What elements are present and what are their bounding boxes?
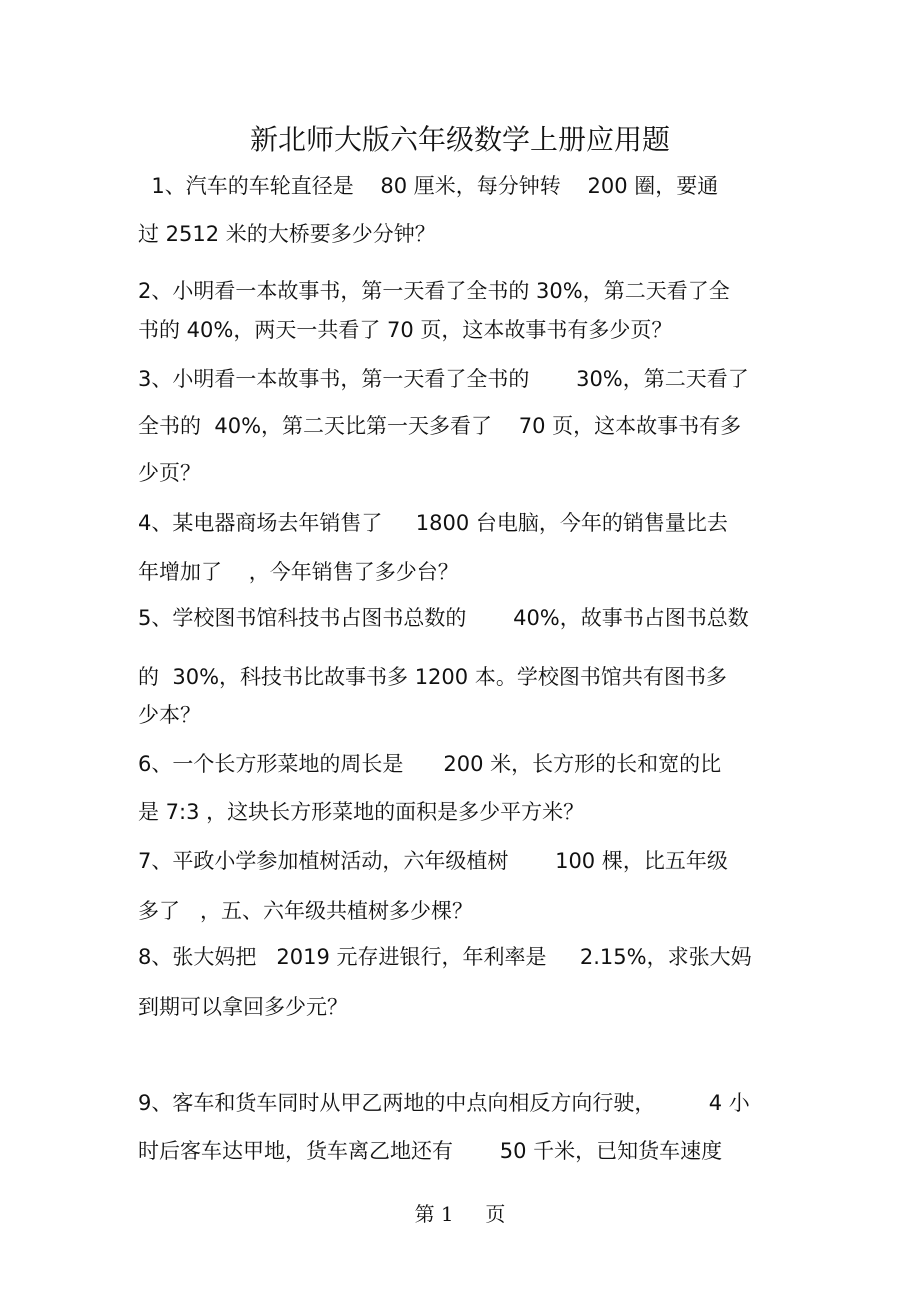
problem-line: 1、汽车的车轮直径是 80 厘米，每分钟转 200 圈，要通 xyxy=(138,174,719,198)
problem-line: 的 30%，科技书比故事书多 1200 本。学校图书馆共有图书多 xyxy=(138,665,727,689)
problem-line: 少本？ xyxy=(138,703,201,727)
problem-line: 4、某电器商场去年销售了 1800 台电脑，今年的销售量比去 xyxy=(138,511,728,535)
problem-line: 8、张大妈把 2019 元存进银行，年利率是 2.15%，求张大妈 xyxy=(138,945,752,969)
problem-line: 7、平政小学参加植树活动，六年级植树 100 棵，比五年级 xyxy=(138,849,728,873)
problem-line: 是 7:3 ，这块长方形菜地的面积是多少平方米？ xyxy=(138,800,585,824)
page-title: 新北师大版六年级数学上册应用题 xyxy=(249,123,670,156)
problem-line: 2、小明看一本故事书，第一天看了全书的 30%，第二天看了全 xyxy=(138,279,730,303)
problem-line: 过 2512 米的大桥要多少分钟？ xyxy=(138,222,436,246)
problem-line: 时后客车达甲地，货车离乙地还有 50 千米，已知货车速度 xyxy=(138,1139,723,1163)
problem-line: 年增加了 ，今年销售了多少台？ xyxy=(138,560,459,584)
problem-line: 少页？ xyxy=(138,461,201,485)
page-footer: 第 1 页 xyxy=(414,1202,506,1226)
problem-line: 书的 40%，两天一共看了 70 页，这本故事书有多少页？ xyxy=(138,318,673,342)
problem-line: 3、小明看一本故事书，第一天看了全书的 30%，第二天看了 xyxy=(138,367,749,391)
problem-line: 5、学校图书馆科技书占图书总数的 40%，故事书占图书总数 xyxy=(138,606,749,630)
problem-line: 6、一个长方形菜地的周长是 200 米，长方形的长和宽的比 xyxy=(138,752,722,776)
problem-line: 9、客车和货车同时从甲乙两地的中点向相反方向行驶， 4 小 xyxy=(138,1091,750,1115)
problem-line: 到期可以拿回多少元？ xyxy=(138,995,348,1019)
problem-line: 全书的 40%，第二天比第一天多看了 70 页，这本故事书有多 xyxy=(138,414,742,438)
problem-line: 多了 ，五、六年级共植树多少棵？ xyxy=(138,899,474,923)
